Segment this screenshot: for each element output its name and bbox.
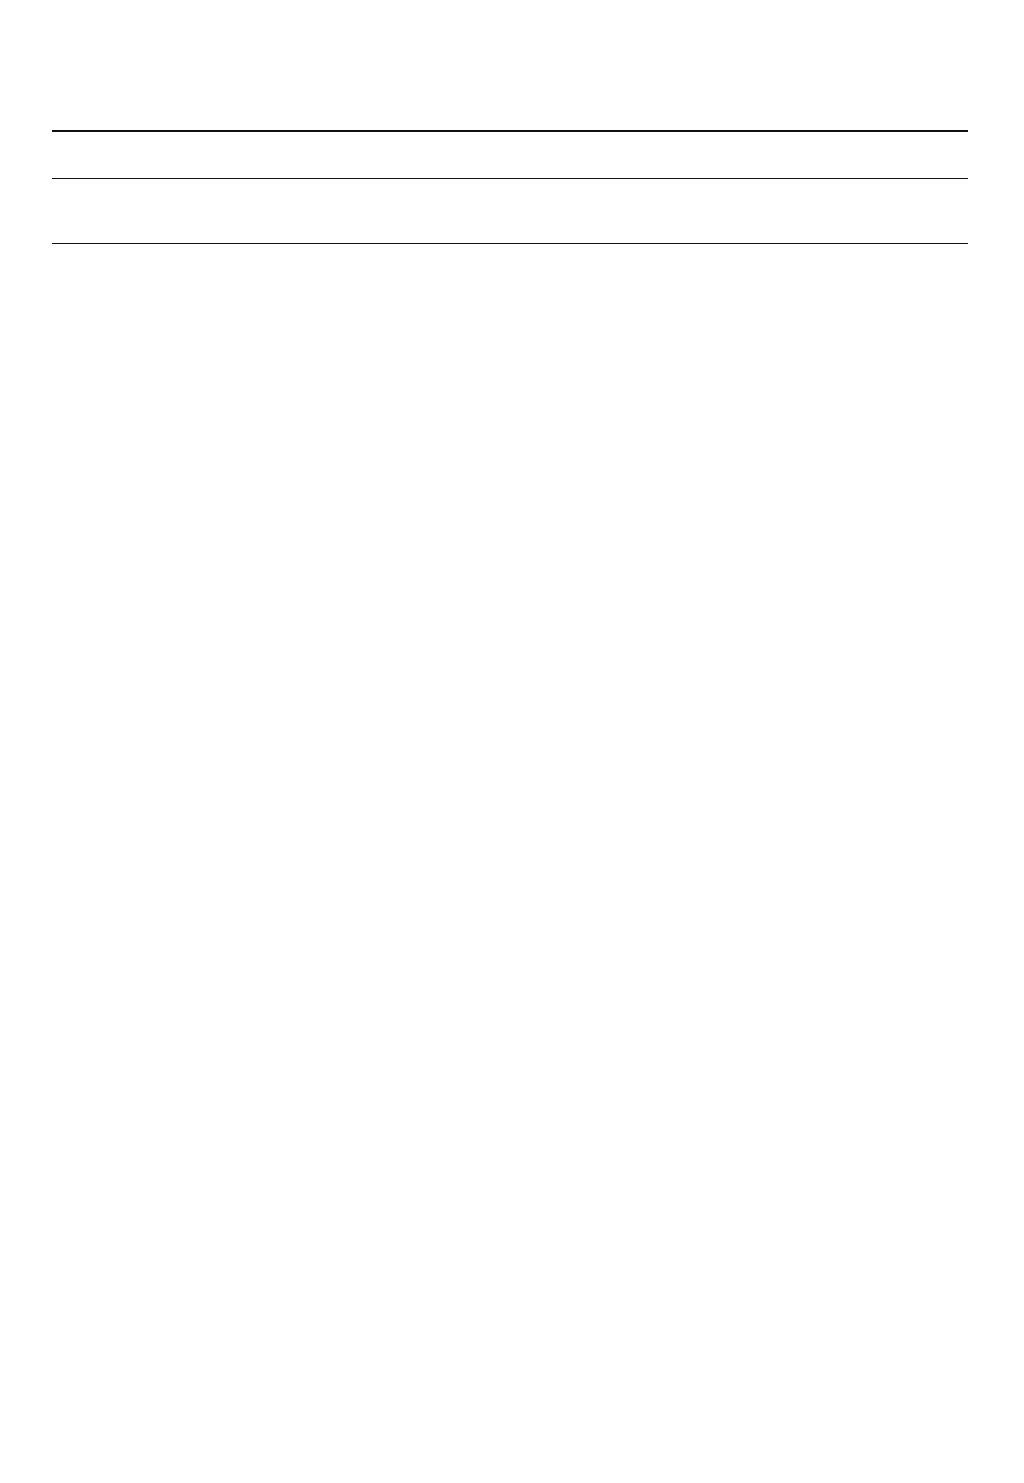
table-top-rule — [52, 130, 968, 132]
group-rule — [52, 178, 968, 179]
header-bottom-rule — [52, 243, 968, 244]
page-header — [52, 86, 970, 110]
